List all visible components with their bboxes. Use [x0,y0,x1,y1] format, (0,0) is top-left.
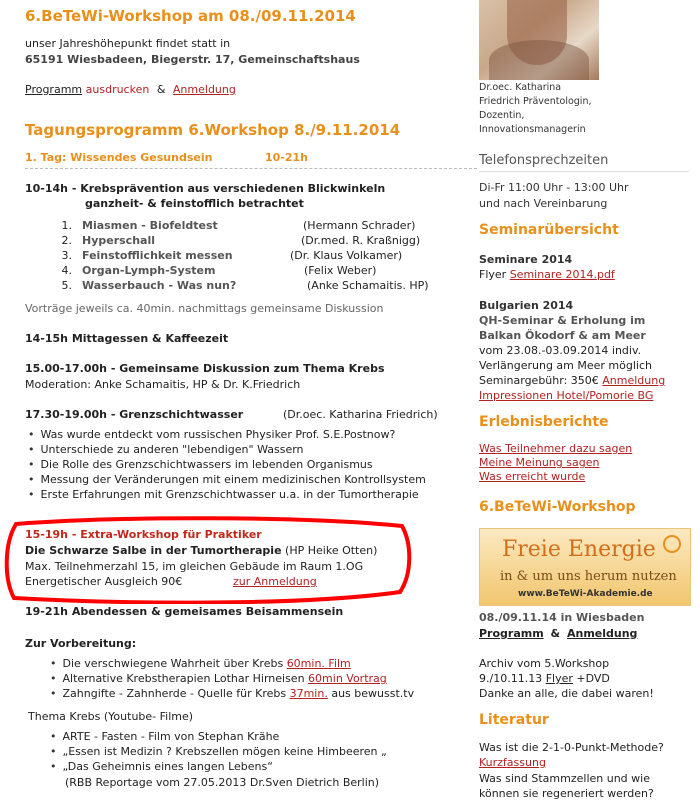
banner-line-1: Freie Energie [502,537,656,562]
youtube-item: • ARTE - Fasten - Film von Stephan Krähe [50,729,470,744]
prep-item [50,671,470,686]
prep-text: Zahngifte - Zahnherde - Quelle für Krebs [62,687,290,700]
portrait-caption [479,81,591,137]
prep-item [50,656,470,671]
prep-text: Die verschwiegene Wahrheit über Krebs [62,657,287,670]
divider [25,168,477,169]
prep-title: Zur Vorbereitung: [25,637,137,650]
prep-text: Alternative Krebstherapien Lothar Hirneisen [62,672,309,685]
bulgaria-anmeldung-link[interactable]: Anmeldung [602,374,666,387]
ws-amp: & [550,627,561,640]
archive-line-1: Archiv vom 5.Workshop [479,657,610,670]
talk-speaker: (Dr. Klaus Volkamer) [290,249,403,262]
talk-title: Wasserbauch - Was nun? [82,279,237,292]
bulgaria-fee: Seminargebühr: 350€ [479,374,599,387]
talk-speaker: (Dr.med. R. Kraßnigg) [301,234,421,247]
intro-line: unser Jahreshöhepunkt findet statt in [25,37,231,50]
workshop-side-title: 6.BeTeWi-Workshop [479,499,636,515]
talk-row [50,218,450,233]
talk-num: 4. [61,264,72,277]
talk-row [50,248,450,263]
boundary-list [28,427,468,502]
talk-list [50,218,450,293]
sun-icon [663,535,681,553]
prep-after: aus bewusst.tv [327,687,415,700]
day1-label: 1. Tag: Wissendes Gesundsein [25,151,213,164]
boundary-title: 17.30-19.00h - Grenzschichtwasser [25,408,244,421]
talk-num: 5. [61,279,72,292]
prep-link[interactable]: 37min. [289,687,328,700]
youtube-note: (RBB Reportage vom 27.05.2013 Dr.Sven Dietrich Berlin) [65,776,380,789]
banner-url: www.BeTeWi-Akademie.de [518,589,653,599]
print-text: ausdrucken [85,83,150,96]
lit-title: Literatur [479,712,549,728]
bulgaria-hotel-link[interactable]: Impressionen Hotel/Pomorie BG [479,389,654,402]
phone-line-2: und nach Vereinbarung [479,197,608,210]
talk-speaker: (Hermann Schrader) [303,219,416,232]
program-title: Tagungsprogramm 6.Workshop 8./9.11.2014 [25,121,401,139]
ws-anmeldung-link[interactable]: Anmeldung [566,627,638,640]
talk-row [50,233,450,248]
talk-num: 2. [61,234,72,247]
talk-num: 3. [61,249,72,262]
day1-time: 10-21h [265,151,309,164]
reports-title: Erlebnisberichte [479,414,609,430]
talk-row [50,278,450,293]
bulgaria-line-2: Balkan Ökodorf & am Meer [479,329,646,342]
prep-item [50,686,470,701]
bulgaria-ext: Verlängerung am Meer möglich [479,359,652,372]
boundary-item: • Die Rolle des Grenzschichtwassers im lebenden Organismus [28,457,468,472]
prep-link[interactable]: 60min Vortrag [308,672,387,685]
extra-title: 15-19h - Extra-Workshop für Praktiker [25,528,262,541]
boundary-item: • Messung der Veränderungen mit einem medizinischen Kontrollsystem [28,472,468,487]
talk-title: Feinstofflichkeit messen [82,249,233,262]
talk-num: 1. [61,219,72,232]
phone-hours [479,180,629,212]
boundary-item: • Unterschiede zu anderen "lebendigen" Wassern [28,442,468,457]
report-link-2[interactable]: Meine Meinung sagen [479,456,600,469]
phone-divider [479,171,689,172]
phone-line-1: Di-Fr 11:00 Uhr - 13:00 Uhr [479,181,629,194]
lit-kurzfassung-link[interactable]: Kurzfassung [479,756,546,769]
bulgaria-dates: vom 23.08.-03.09.2014 indiv. [479,344,642,357]
flyer-row [479,267,615,282]
flyer-link[interactable]: Seminare 2014.pdf [509,268,615,281]
extra-sub-row [25,543,377,558]
seminar-title: Seminarübersicht [479,222,619,238]
talks-note: Vorträge jeweils ca. 40min. nachmittags gemeinsame Diskussion [25,302,384,315]
extra-sub: Die Schwarze Salbe in der Tumortherapie [25,544,282,557]
program-links [25,82,236,97]
report-link-3[interactable]: Was erreicht wurde [479,470,586,483]
portrait-caption-line: Dr.oec. Katharina [479,82,562,93]
ws-date: 08./09.11.14 in Wiesbaden [479,611,645,624]
boundary-item: • Erste Erfahrungen mit Grenzschichtwasser u.a. in der Tumortherapie [28,487,468,502]
lit-q2a: Was sind Stammzellen und wie [479,772,650,785]
extra-anmeldung-link[interactable]: zur Anmeldung [233,575,317,588]
block1-title: 10-14h - Krebsprävention aus verschiedenen Blickwinkeln [25,182,386,195]
boundary-item: • Was wurde entdeckt vom russischen Physiker Prof. S.E.Postnow? [28,427,468,442]
lit-q2b: können sie regeneriert werden? [479,787,654,800]
block1-subtitle: ganzheit- & feinstofflich betrachtet [85,197,304,210]
extra-line: Max. Teilnehmerzahl 15, im gleichen Gebäude im Raum 1.OG [25,560,364,573]
bulgaria-fee-row [479,373,665,388]
archive-flyer-link[interactable]: Flyer [545,672,573,685]
discussion-title: 15.00-17.00h - Gemeinsame Diskussion zum Thema Krebs [25,362,385,375]
discussion-moderation: Moderation: Anke Schamaitis, HP & Dr. K.Friedrich [25,378,301,391]
seminar-2014: Seminare 2014 [479,253,573,266]
talk-title: Organ-Lymph-System [82,264,216,277]
prep-link[interactable]: 60min. Film [286,657,351,670]
talk-title: Miasmen - Biofeldtest [82,219,218,232]
bulgaria-title: Bulgarien 2014 [479,299,574,312]
address-line: 65191 Wiesbadeen, Biegerstr. 17, Gemeinschaftshaus [25,53,360,66]
prep-list [50,656,470,701]
programm-link[interactable]: Programm [25,83,83,96]
talk-speaker: (Felix Weber) [304,264,377,277]
phone-title: Telefonsprechzeiten [479,153,609,168]
youtube-item: • „Essen ist Medizin ? Krebszellen mögen keine Himbeeren „ [50,744,470,759]
boundary-speaker: (Dr.oec. Katharina Friedrich) [283,408,438,421]
youtube-list [50,729,470,774]
bulgaria-line-1: QH-Seminar & Erholung im [479,314,646,327]
amp: & [156,83,166,96]
archive-date: 9./10.11.13 [479,672,543,685]
talk-title: Hyperschall [82,234,155,247]
report-link-1[interactable]: Was Teilnehmer dazu sagen [479,442,633,455]
workshop-banner[interactable] [479,528,691,606]
evening: 19-21h Abendessen & gemeisames Beisammensein [25,605,344,618]
extra-price: Energetischer Ausgleich 90€ [25,575,183,588]
banner-line-2: in & um uns herum nutzen [500,569,677,584]
ws-programm-link[interactable]: Programm [479,627,544,640]
extra-speaker: (HP Heike Otten) [285,544,378,557]
anmeldung-link[interactable]: Anmeldung [172,83,236,96]
lunch: 14-15h Mittagessen & Kaffeezeit [25,332,229,345]
archive-thanks: Danke an alle, die dabei waren! [479,687,654,700]
portrait-caption-line: Dozentin, [479,110,525,121]
talk-row [50,263,450,278]
youtube-title: Thema Krebs (Youtube- Filme) [28,710,194,723]
lit-q1: Was ist die 2-1-0-Punkt-Methode? [479,741,664,754]
archive-line-2 [479,671,610,686]
workshop-title: 6.BeTeWi-Workshop am 08./09.11.2014 [25,7,356,25]
reports-links [479,442,632,484]
talk-speaker: (Anke Schamaitis. HP) [307,279,429,292]
portrait-caption-line: Friedrich Präventologin, [479,96,592,107]
youtube-item: • „Das Geheimnis eines langen Lebens“ [50,759,470,774]
flyer-label: Flyer [479,268,507,281]
ws-links [479,626,637,641]
portrait-image [479,0,599,80]
archive-dvd: +DVD [576,672,610,685]
portrait-caption-line: Innovationsmanagerin [479,124,586,135]
